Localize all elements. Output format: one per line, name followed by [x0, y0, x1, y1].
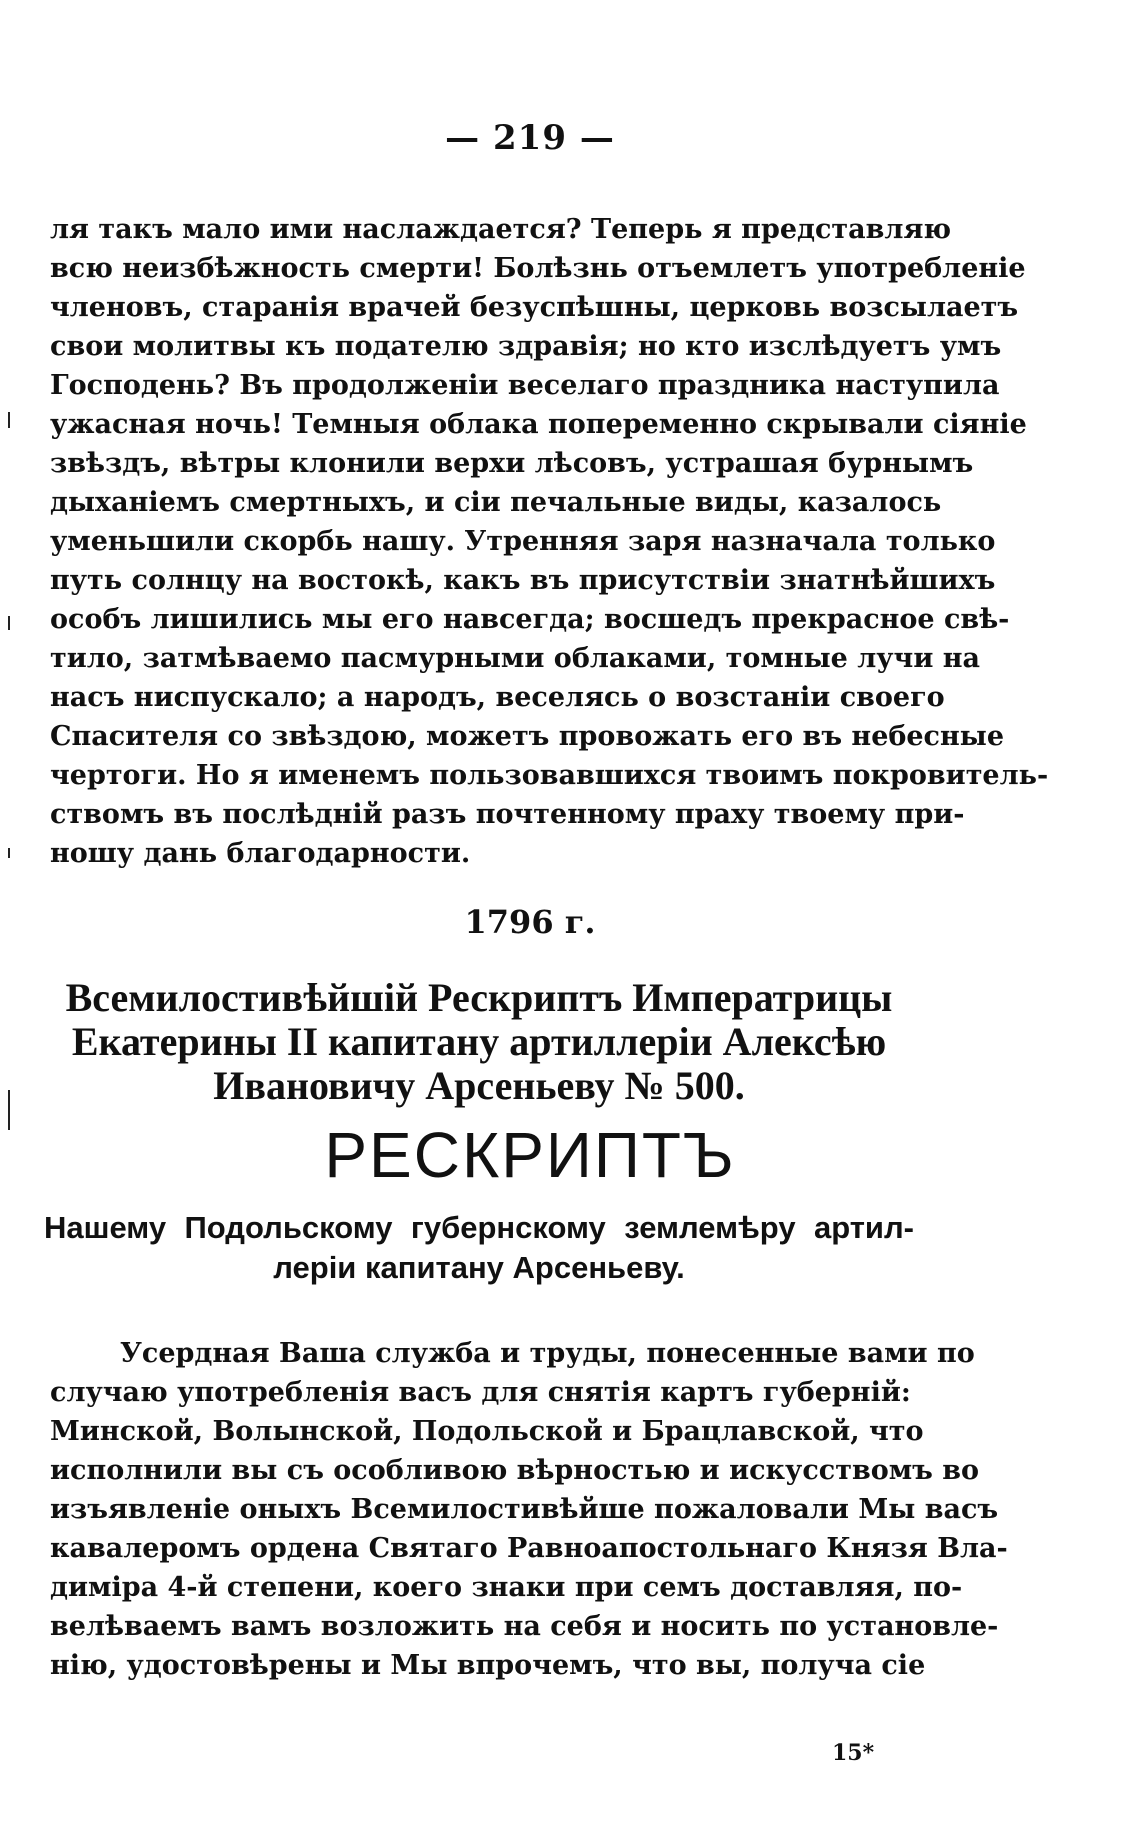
- text-line: Минской, Волынской, Подольской и Брацлавской, что: [50, 1416, 924, 1447]
- text-line: членовъ, старанія врачей безуспѣшны, церковь возсылаетъ: [50, 292, 1019, 323]
- addressee-line: леріи капитану Арсеньеву.: [273, 1250, 685, 1285]
- rescript-title: РЕСКРИПТЪ: [324, 1119, 736, 1191]
- text-line: нію, удостовѣрены и Мы впрочемъ, что вы, получа сіе: [50, 1650, 926, 1681]
- margin-scan-mark: [8, 412, 10, 428]
- page-number: — 219 —: [445, 118, 615, 158]
- signature-mark: 15*: [832, 1740, 875, 1766]
- text-line: чертоги. Но я именемъ пользовавшихся твоимъ покровитель-: [50, 760, 1049, 791]
- text-line: ствомъ въ послѣдній разъ почтенному праху твоему при-: [50, 799, 965, 830]
- text-line: исполнили вы съ особливою вѣрностью и искусствомъ во: [50, 1455, 980, 1486]
- text-line: особъ лишились мы его навсегда; восшедъ прекрасное свѣ-: [50, 604, 1010, 635]
- margin-scan-mark: [8, 1090, 10, 1130]
- section-heading: [44, 976, 914, 1108]
- text-line: уменьшили скорбь нашу. Утренняя заря назначала только: [50, 526, 996, 557]
- text-line: насъ ниспускало; а народъ, веселясь о возстаніи своего: [50, 682, 945, 713]
- margin-scan-mark: [8, 848, 10, 858]
- text-line: ужасная ночь! Темныя облака попеременно скрывали сіяніе: [50, 409, 1027, 440]
- text-line: свои молитвы къ подателю здравія; но кто изслѣдуетъ умъ: [50, 331, 1002, 362]
- text-line: ля такъ мало ими наслаждается? Теперь я представляю: [50, 214, 952, 245]
- text-line: диміра 4-й степени, коего знаки при семъ доставляя, по-: [50, 1572, 963, 1603]
- text-line: кавалеромъ ордена Святаго Равноапостольнаго Князя Вла-: [50, 1533, 1008, 1564]
- text-line: звѣздъ, вѣтры клонили верхи лѣсовъ, устрашая бурнымъ: [50, 448, 974, 479]
- margin-scan-mark: [8, 616, 10, 630]
- text-line: Спасителя со звѣздою, можетъ провожать его въ небесные: [50, 721, 1005, 752]
- heading-line: Всемилостивѣйшій Рескриптъ Императрицы: [65, 975, 893, 1020]
- addressee-line: Нашему Подольскому губернскому землемѣру артил-: [44, 1210, 914, 1245]
- heading-line: Ивановичу Арсеньеву № 500.: [213, 1063, 745, 1108]
- text-line: случаю употребленія васъ для снятія картъ губерній:: [50, 1377, 911, 1408]
- heading-line: Екатерины II капитану артиллеріи Алексѣю: [71, 1019, 887, 1064]
- paragraph-rescript-body: [50, 1334, 1008, 1685]
- text-line: ношу дань благодарности.: [50, 838, 471, 869]
- addressee: [44, 1208, 914, 1288]
- text-line: путь солнцу на востокѣ, какъ въ присутствіи знатнѣйшихъ: [50, 565, 996, 596]
- section-year: 1796 г.: [464, 903, 596, 941]
- text-line: велѣваемъ вамъ возложить на себя и носить по установле-: [50, 1611, 999, 1642]
- paragraph-eulogy: [50, 210, 1049, 873]
- text-line: дыханіемъ смертныхъ, и сіи печальные виды, казалось: [50, 487, 942, 518]
- text-line: Усердная Ваша служба и труды, понесенные вами по: [120, 1338, 975, 1369]
- text-line: Господень? Въ продолженіи веселаго праздника наступила: [50, 370, 1000, 401]
- text-line: тило, затмѣваемо пасмурными облаками, томные лучи на: [50, 643, 980, 674]
- text-line: изъявленіе оныхъ Всемилостивѣйше пожаловали Мы васъ: [50, 1494, 999, 1525]
- text-line: всю неизбѣжность смерти! Болѣзнь отъемлетъ употребленіе: [50, 253, 1026, 284]
